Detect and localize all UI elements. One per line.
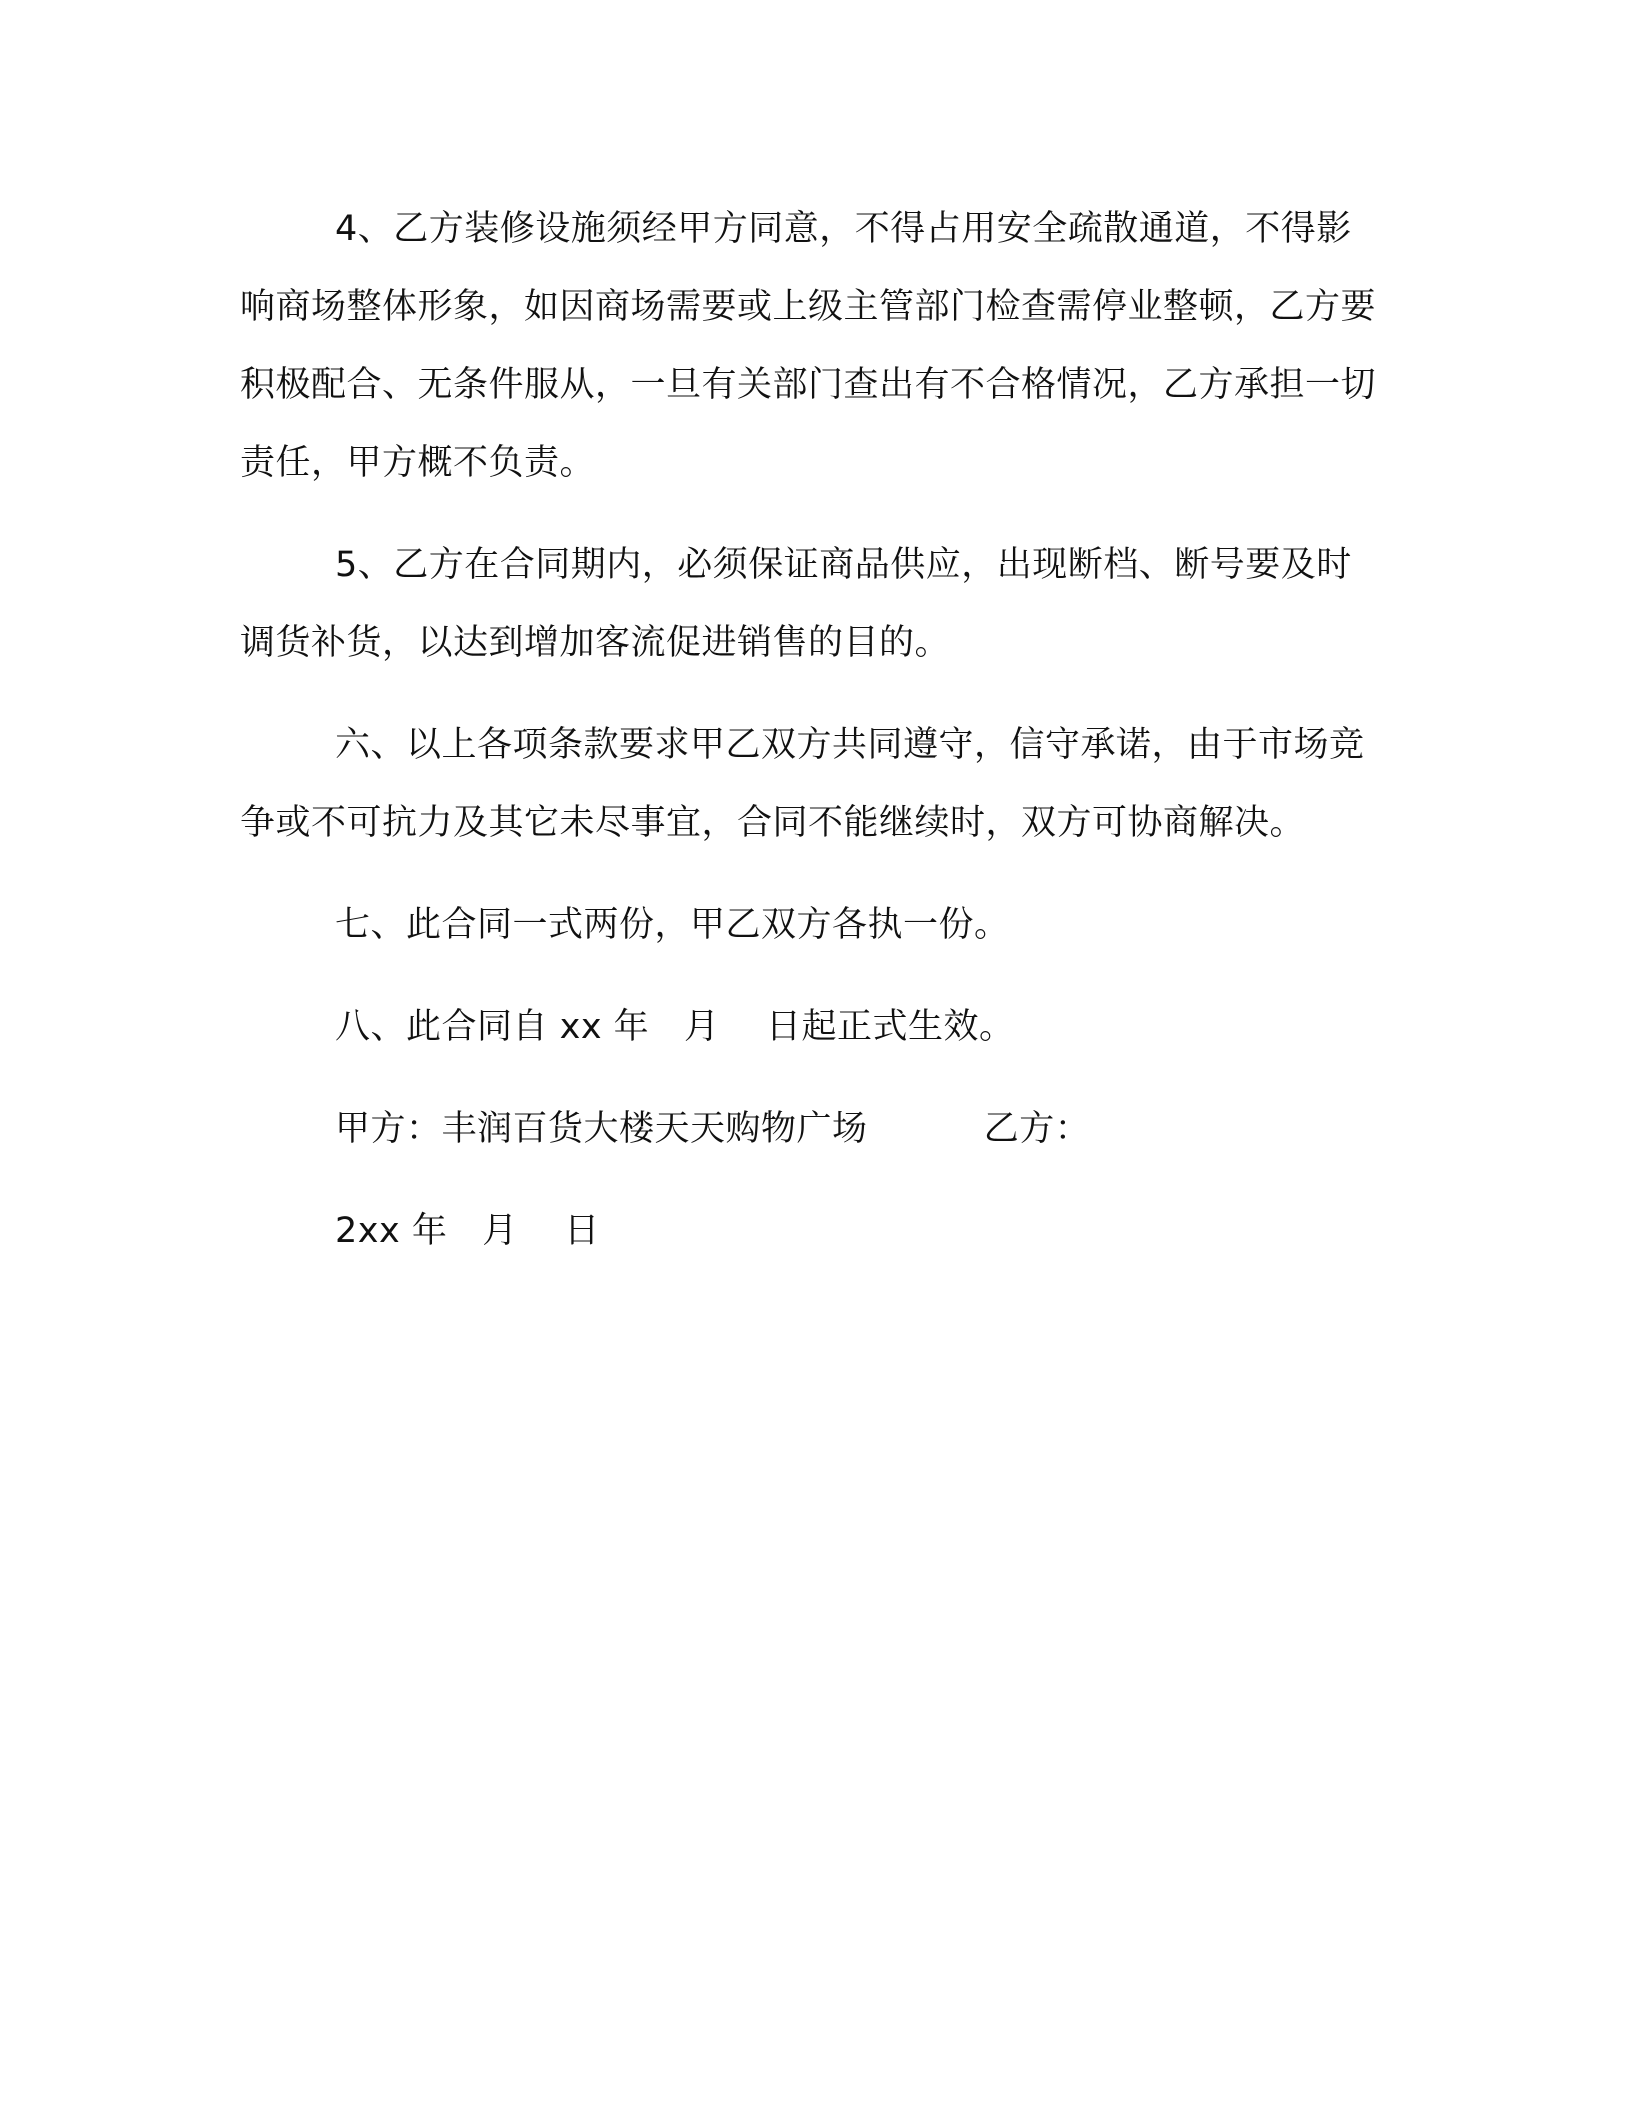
clause-7-paragraph: 七、此合同一式两份，甲乙双方各执一份。 (335, 905, 1010, 945)
clause-4-paragraph: 4、乙方装修设施须经甲方同意，不得占用安全疏散通道，不得影响商场整体形象，如因商场需要或上级主管部门检查需停业整顿，乙方要积极配合、无条件服从，一旦有关部门查出有不合格情况，乙方承担一切责任，甲方概不负责。 (240, 209, 1377, 483)
signing-date-line: 2xx 年 月 日 (335, 1211, 600, 1251)
clause-8-paragraph: 八、此合同自 xx 年 月 日起正式生效。 (335, 1007, 1015, 1047)
document-body (240, 190, 1380, 1294)
parties-signature-line: 甲方：丰润百货大楼天天购物广场 乙方： (335, 1109, 1091, 1149)
clause-6-paragraph: 六、以上各项条款要求甲乙双方共同遵守，信守承诺，由于市场竞争或不可抗力及其它未尽事宜，合同不能继续时，双方可协商解决。 (240, 725, 1365, 843)
clause-5-paragraph: 5、乙方在合同期内，必须保证商品供应，出现断档、断号要及时调货补货，以达到增加客流促进销售的目的。 (240, 545, 1352, 663)
